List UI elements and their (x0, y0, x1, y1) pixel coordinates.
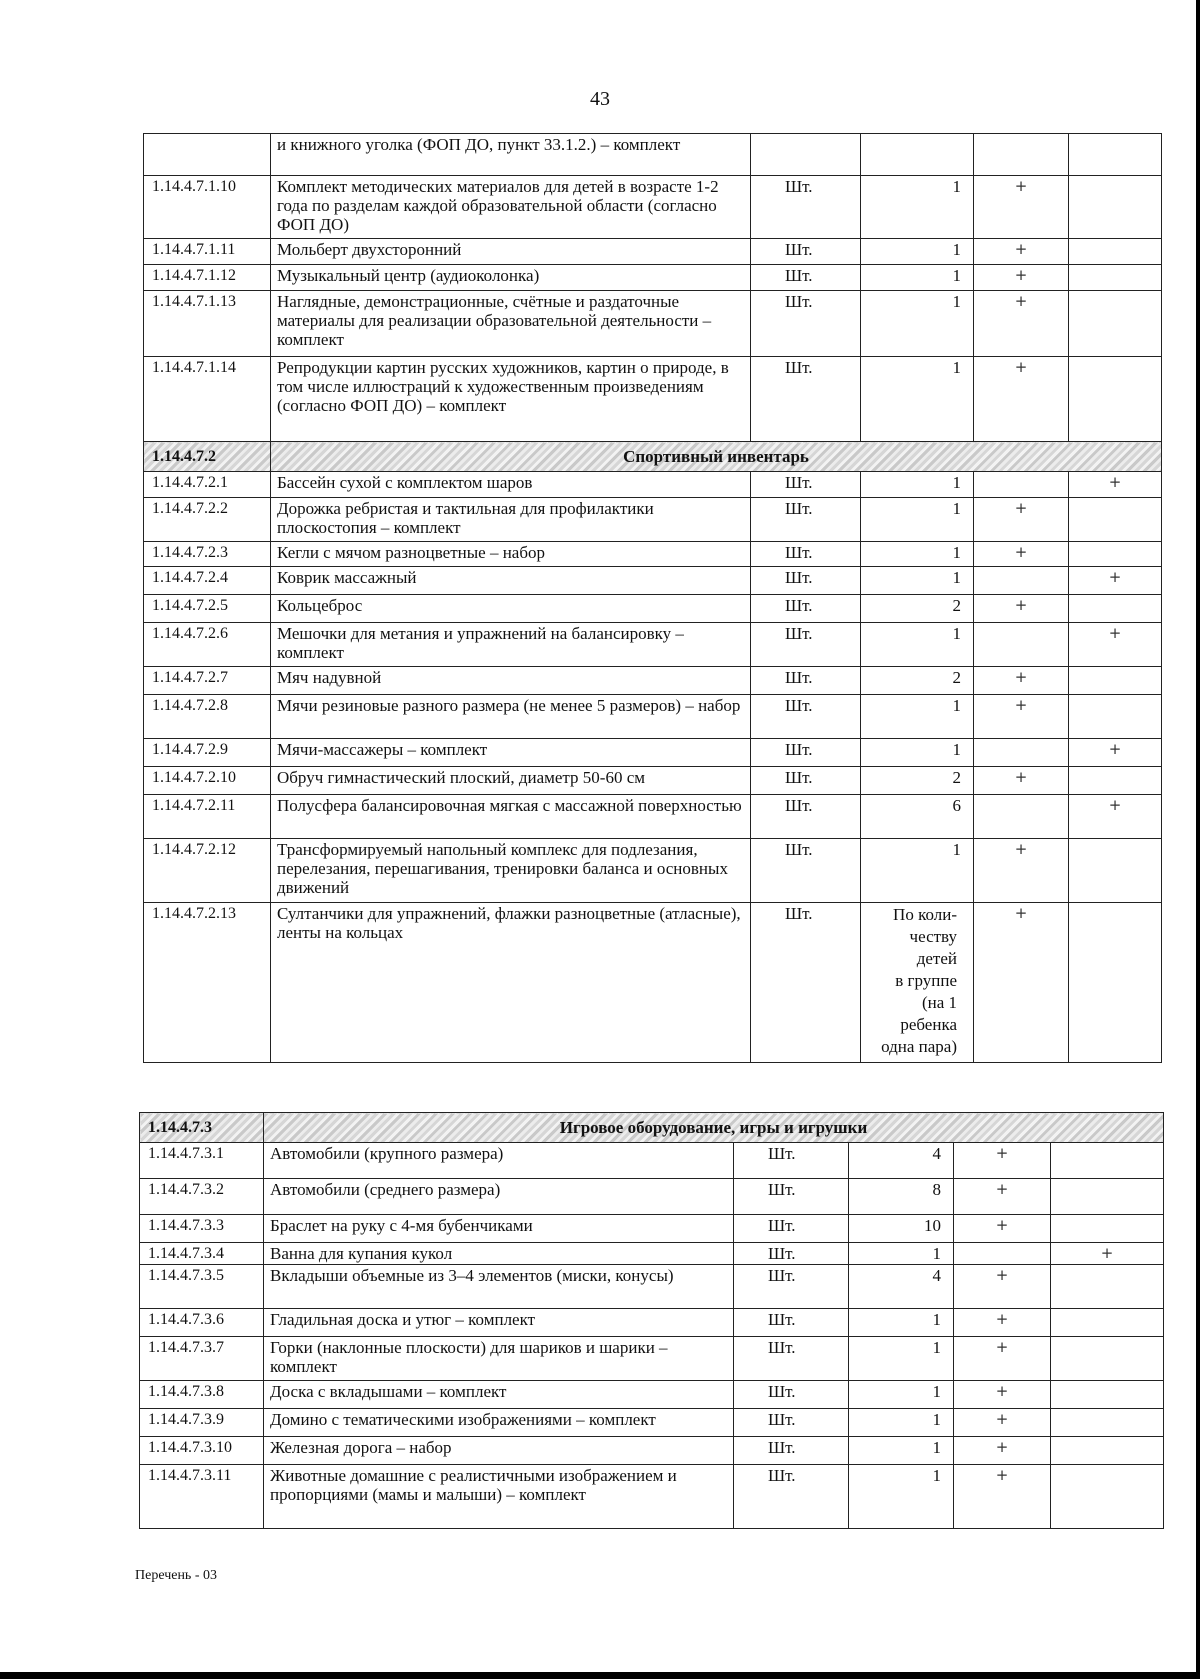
table-row (144, 903, 1162, 1063)
item-unit: Шт. (734, 1309, 849, 1337)
item-mark-col1: + (974, 542, 1069, 567)
item-quantity: 1 (861, 839, 974, 903)
item-mark-col1: + (954, 1437, 1051, 1465)
item-mark-col1: + (974, 667, 1069, 695)
item-mark-col1 (974, 739, 1069, 767)
inventory-table-top-body (144, 134, 1162, 1063)
item-name: Мольберт двухсторонний (271, 239, 751, 265)
inventory-table-bottom-body (140, 1113, 1164, 1529)
item-unit: Шт. (734, 1215, 849, 1243)
item-name: Султанчики для упражнений, флажки разноцветные (атласные), ленты на кольцах (271, 903, 751, 1063)
item-name: Автомобили (среднего размера) (264, 1179, 734, 1215)
item-unit: Шт. (751, 839, 861, 903)
item-mark-col2 (1069, 291, 1162, 357)
item-mark-col1: + (974, 695, 1069, 739)
item-mark-col1: + (954, 1465, 1051, 1529)
item-unit (751, 134, 861, 176)
item-unit: Шт. (734, 1465, 849, 1529)
item-quantity: По коли- честву детей в группе (на 1 ребенка одна пара) (861, 903, 974, 1063)
item-quantity: 10 (849, 1215, 954, 1243)
item-name: Мешочки для метания и упражнений на балансировку – комплект (271, 623, 751, 667)
item-mark-col2 (1069, 903, 1162, 1063)
table-row (144, 795, 1162, 839)
item-mark-col2 (1051, 1381, 1164, 1409)
item-quantity: 4 (849, 1143, 954, 1179)
item-name: Трансформируемый напольный комплекс для подлезания, перелезания, перешагивания, тренировки баланса и основных движений (271, 839, 751, 903)
item-unit: Шт. (734, 1243, 849, 1265)
item-mark-col2: + (1069, 739, 1162, 767)
item-mark-col2 (1069, 498, 1162, 542)
item-code: 1.14.4.7.1.10 (144, 176, 271, 239)
item-quantity: 1 (861, 695, 974, 739)
item-name: Гладильная доска и утюг – комплект (264, 1309, 734, 1337)
item-unit: Шт. (734, 1381, 849, 1409)
item-name: Бассейн сухой с комплектом шаров (271, 472, 751, 498)
item-quantity: 1 (849, 1437, 954, 1465)
item-unit: Шт. (734, 1409, 849, 1437)
table-row (144, 239, 1162, 265)
item-mark-col2 (1051, 1265, 1164, 1309)
item-unit: Шт. (751, 291, 861, 357)
item-name: Ванна для купания кукол (264, 1243, 734, 1265)
scan-edge-bottom (0, 1672, 1200, 1679)
section-header-row (140, 1113, 1164, 1143)
item-mark-col1 (954, 1243, 1051, 1265)
table-row (140, 1437, 1164, 1465)
item-mark-col2 (1051, 1465, 1164, 1529)
table-row (140, 1337, 1164, 1381)
item-unit: Шт. (751, 239, 861, 265)
item-name: Мячи-массажеры – комплект (271, 739, 751, 767)
table-row (140, 1243, 1164, 1265)
item-quantity (861, 134, 974, 176)
table-row (144, 134, 1162, 176)
table-row (144, 667, 1162, 695)
item-quantity: 1 (849, 1309, 954, 1337)
item-quantity: 1 (861, 472, 974, 498)
item-code: 1.14.4.7.3.8 (140, 1381, 264, 1409)
item-mark-col2 (1051, 1179, 1164, 1215)
item-mark-col2: + (1051, 1243, 1164, 1265)
item-mark-col2: + (1069, 623, 1162, 667)
item-quantity: 4 (849, 1265, 954, 1309)
item-name: Домино с тематическими изображениями – комплект (264, 1409, 734, 1437)
item-code: 1.14.4.7.1.11 (144, 239, 271, 265)
item-quantity: 1 (861, 265, 974, 291)
item-code: 1.14.4.7.3.1 (140, 1143, 264, 1179)
item-quantity: 1 (861, 623, 974, 667)
item-name: Комплект методических материалов для детей в возрасте 1-2 года по разделам каждой образовательной области (согласно ФОП ДО) (271, 176, 751, 239)
item-mark-col2 (1051, 1337, 1164, 1381)
item-unit: Шт. (751, 903, 861, 1063)
item-unit: Шт. (734, 1143, 849, 1179)
item-name: Кегли с мячом разноцветные – набор (271, 542, 751, 567)
item-quantity: 1 (849, 1381, 954, 1409)
item-code: 1.14.4.7.3.6 (140, 1309, 264, 1337)
item-unit: Шт. (734, 1265, 849, 1309)
item-name: Музыкальный центр (аудиоколонка) (271, 265, 751, 291)
item-unit: Шт. (751, 542, 861, 567)
item-unit: Шт. (751, 176, 861, 239)
item-mark-col2 (1069, 265, 1162, 291)
item-mark-col1: + (954, 1265, 1051, 1309)
item-mark-col1: + (974, 265, 1069, 291)
item-unit: Шт. (734, 1179, 849, 1215)
item-code: 1.14.4.7.1.13 (144, 291, 271, 357)
table-row (144, 291, 1162, 357)
table-row (144, 595, 1162, 623)
table-row (144, 739, 1162, 767)
item-mark-col1: + (954, 1337, 1051, 1381)
table-row (144, 498, 1162, 542)
item-quantity: 2 (861, 595, 974, 623)
inventory-table-bottom (139, 1112, 1164, 1529)
item-code: 1.14.4.7.3.9 (140, 1409, 264, 1437)
item-name: Обруч гимнастический плоский, диаметр 50-60 см (271, 767, 751, 795)
item-mark-col2: + (1069, 567, 1162, 595)
item-code: 1.14.4.7.2.1 (144, 472, 271, 498)
item-mark-col1: + (954, 1309, 1051, 1337)
item-unit: Шт. (734, 1337, 849, 1381)
section-code: 1.14.4.7.2 (144, 442, 271, 472)
item-code: 1.14.4.7.2.11 (144, 795, 271, 839)
item-mark-col2 (1069, 239, 1162, 265)
item-mark-col1 (974, 623, 1069, 667)
item-mark-col1: + (974, 357, 1069, 442)
table-row (144, 695, 1162, 739)
item-name: Вкладыши объемные из 3–4 элементов (миски, конусы) (264, 1265, 734, 1309)
table-row (140, 1143, 1164, 1179)
item-quantity: 1 (861, 739, 974, 767)
item-mark-col2 (1069, 839, 1162, 903)
item-name: Автомобили (крупного размера) (264, 1143, 734, 1179)
item-code: 1.14.4.7.1.14 (144, 357, 271, 442)
item-quantity: 1 (849, 1337, 954, 1381)
item-quantity: 1 (861, 357, 974, 442)
item-quantity: 1 (849, 1465, 954, 1529)
item-quantity: 1 (861, 291, 974, 357)
item-mark-col1 (974, 567, 1069, 595)
item-name: и книжного уголка (ФОП ДО, пункт 33.1.2.) – комплект (271, 134, 751, 176)
item-mark-col2 (1051, 1409, 1164, 1437)
item-unit: Шт. (751, 695, 861, 739)
item-unit: Шт. (751, 265, 861, 291)
table-row (140, 1179, 1164, 1215)
item-mark-col2 (1069, 134, 1162, 176)
item-name: Горки (наклонные плоскости) для шариков и шарики – комплект (264, 1337, 734, 1381)
table-row (144, 567, 1162, 595)
item-quantity: 6 (861, 795, 974, 839)
item-name: Наглядные, демонстрационные, счётные и раздаточные материалы для реализации образовательной деятельности – комплект (271, 291, 751, 357)
item-name: Полусфера балансировочная мягкая с массажной поверхностью (271, 795, 751, 839)
table-row (144, 265, 1162, 291)
item-unit: Шт. (751, 498, 861, 542)
item-mark-col2: + (1069, 795, 1162, 839)
item-mark-col1 (974, 134, 1069, 176)
item-code: 1.14.4.7.2.12 (144, 839, 271, 903)
section-title: Спортивный инвентарь (271, 442, 1162, 472)
page-number: 43 (590, 88, 610, 110)
item-code: 1.14.4.7.3.7 (140, 1337, 264, 1381)
item-name: Коврик массажный (271, 567, 751, 595)
item-name: Мяч надувной (271, 667, 751, 695)
table-row (140, 1381, 1164, 1409)
item-quantity: 2 (861, 767, 974, 795)
item-mark-col2 (1069, 542, 1162, 567)
item-mark-col1: + (974, 176, 1069, 239)
inventory-table-top (143, 133, 1162, 1063)
item-name: Кольцеброс (271, 595, 751, 623)
document-footer: Перечень - 03 (135, 1568, 217, 1583)
item-mark-col2 (1069, 695, 1162, 739)
item-code: 1.14.4.7.1.12 (144, 265, 271, 291)
item-quantity: 8 (849, 1179, 954, 1215)
item-name: Животные домашние с реалистичными изображением и пропорциями (мамы и малыши) – комплект (264, 1465, 734, 1529)
item-code: 1.14.4.7.2.10 (144, 767, 271, 795)
item-code: 1.14.4.7.2.2 (144, 498, 271, 542)
item-name: Браслет на руку с 4-мя бубенчиками (264, 1215, 734, 1243)
item-mark-col2 (1051, 1437, 1164, 1465)
item-mark-col1: + (974, 767, 1069, 795)
item-code: 1.14.4.7.2.3 (144, 542, 271, 567)
item-mark-col2 (1051, 1215, 1164, 1243)
item-quantity: 1 (861, 176, 974, 239)
item-code: 1.14.4.7.2.8 (144, 695, 271, 739)
item-unit: Шт. (751, 795, 861, 839)
item-unit: Шт. (751, 623, 861, 667)
item-unit: Шт. (751, 767, 861, 795)
table-row (140, 1215, 1164, 1243)
table-row (140, 1309, 1164, 1337)
item-mark-col1 (974, 795, 1069, 839)
table-row (140, 1465, 1164, 1529)
item-mark-col1: + (954, 1381, 1051, 1409)
item-mark-col2: + (1069, 472, 1162, 498)
item-mark-col2 (1069, 595, 1162, 623)
item-code: 1.14.4.7.2.5 (144, 595, 271, 623)
item-code: 1.14.4.7.2.13 (144, 903, 271, 1063)
table-row (144, 357, 1162, 442)
table-row (144, 472, 1162, 498)
item-code: 1.14.4.7.2.7 (144, 667, 271, 695)
item-mark-col1: + (974, 595, 1069, 623)
item-code: 1.14.4.7.2.9 (144, 739, 271, 767)
item-code: 1.14.4.7.3.5 (140, 1265, 264, 1309)
item-code: 1.14.4.7.3.10 (140, 1437, 264, 1465)
item-unit: Шт. (751, 567, 861, 595)
item-mark-col2 (1069, 176, 1162, 239)
item-mark-col1: + (954, 1215, 1051, 1243)
table-row (144, 542, 1162, 567)
item-name: Дорожка ребристая и тактильная для профилактики плоскостопия – комплект (271, 498, 751, 542)
item-quantity: 1 (849, 1409, 954, 1437)
item-quantity: 1 (861, 542, 974, 567)
table-row (144, 767, 1162, 795)
item-code: 1.14.4.7.3.2 (140, 1179, 264, 1215)
item-quantity: 1 (861, 498, 974, 542)
item-mark-col2 (1069, 357, 1162, 442)
item-mark-col1: + (954, 1143, 1051, 1179)
table-row (144, 839, 1162, 903)
item-unit: Шт. (734, 1437, 849, 1465)
section-title: Игровое оборудование, игры и игрушки (264, 1113, 1164, 1143)
item-mark-col1: + (974, 498, 1069, 542)
item-mark-col1: + (954, 1179, 1051, 1215)
item-unit: Шт. (751, 739, 861, 767)
table-row (144, 176, 1162, 239)
item-unit: Шт. (751, 667, 861, 695)
table-row (140, 1409, 1164, 1437)
item-name: Мячи резиновые разного размера (не менее 5 размеров) – набор (271, 695, 751, 739)
item-quantity: 1 (861, 567, 974, 595)
section-header-row (144, 442, 1162, 472)
item-name: Репродукции картин русских художников, картин о природе, в том числе иллюстраций к художественным произведениям (согласно ФОП ДО) – комплект (271, 357, 751, 442)
item-code: 1.14.4.7.2.4 (144, 567, 271, 595)
item-code: 1.14.4.7.2.6 (144, 623, 271, 667)
item-code: 1.14.4.7.3.4 (140, 1243, 264, 1265)
item-mark-col2 (1069, 667, 1162, 695)
item-unit: Шт. (751, 472, 861, 498)
scan-edge-right (1196, 0, 1200, 1679)
item-name: Железная дорога – набор (264, 1437, 734, 1465)
item-quantity: 1 (861, 239, 974, 265)
item-mark-col1: + (954, 1409, 1051, 1437)
item-mark-col2 (1051, 1143, 1164, 1179)
item-mark-col1: + (974, 839, 1069, 903)
item-mark-col2 (1069, 767, 1162, 795)
item-mark-col1: + (974, 903, 1069, 1063)
item-code: 1.14.4.7.3.11 (140, 1465, 264, 1529)
table-row (144, 623, 1162, 667)
item-mark-col1: + (974, 291, 1069, 357)
item-quantity: 2 (861, 667, 974, 695)
item-mark-col2 (1051, 1309, 1164, 1337)
item-name: Доска с вкладышами – комплект (264, 1381, 734, 1409)
section-code: 1.14.4.7.3 (140, 1113, 264, 1143)
item-mark-col1: + (974, 239, 1069, 265)
item-mark-col1 (974, 472, 1069, 498)
item-unit: Шт. (751, 595, 861, 623)
item-code: 1.14.4.7.3.3 (140, 1215, 264, 1243)
item-code (144, 134, 271, 176)
table-row (140, 1265, 1164, 1309)
item-quantity: 1 (849, 1243, 954, 1265)
item-unit: Шт. (751, 357, 861, 442)
